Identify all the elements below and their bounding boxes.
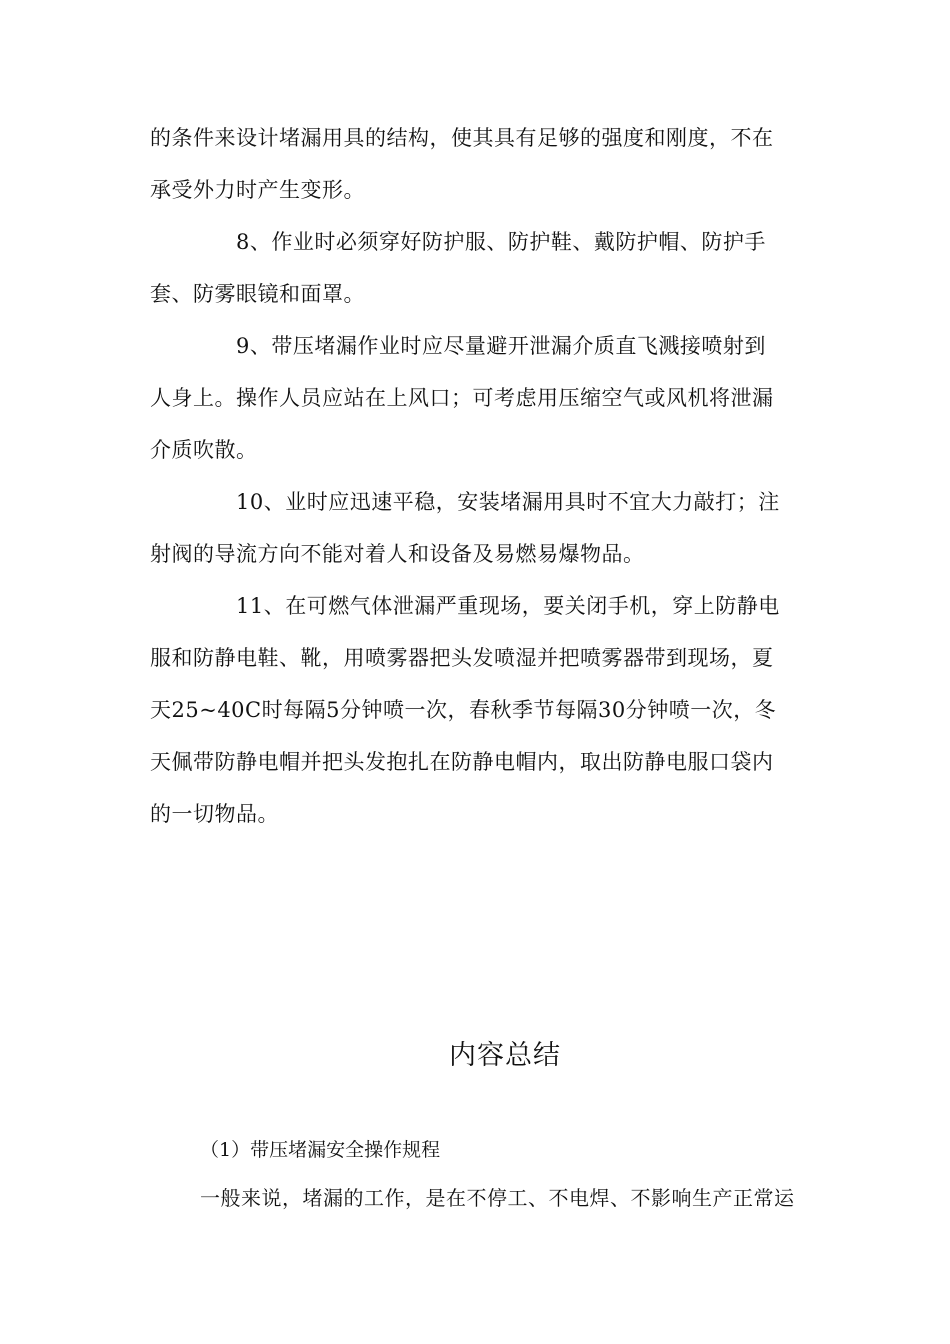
summary-paragraph: 一般来说，堵漏的工作，是在不停工、不电焊、不影响生产正常运 xyxy=(200,1186,795,1210)
body-text xyxy=(150,112,800,840)
text-line: 天佩带防静电帽并把头发抱扎在防静电帽内，取出防静电服口袋内 xyxy=(150,750,774,774)
item-11-line: 11、在可燃气体泄漏严重现场，要关闭手机，穿上防静电 xyxy=(236,594,780,618)
text-line: 天25~40C时每隔5分钟喷一次，春秋季节每隔30分钟喷一次，冬 xyxy=(150,698,777,722)
text-line: 承受外力时产生变形。 xyxy=(150,178,365,202)
text-line: 人身上。操作人员应站在上风口；可考虑用压缩空气或风机将泄漏 xyxy=(150,386,774,410)
text-line: 套、防雾眼镜和面罩。 xyxy=(150,282,365,306)
summary-title: 内容总结 xyxy=(449,1040,561,1071)
text-line: 服和防静电鞋、靴，用喷雾器把头发喷湿并把喷雾器带到现场，夏 xyxy=(150,646,774,670)
item-10-line: 10、业时应迅速平稳，安装堵漏用具时不宜大力敲打；注 xyxy=(236,490,780,514)
item-9-line: 9、带压堵漏作业时应尽量避开泄漏介质直飞溅接喷射到 xyxy=(236,334,766,358)
item-8-line: 8、作业时必须穿好防护服、防护鞋、戴防护帽、防护手 xyxy=(236,230,766,254)
summary-subtitle: （1）带压堵漏安全操作规程 xyxy=(200,1139,441,1161)
text-line: 的条件来设计堵漏用具的结构，使其具有足够的强度和刚度，不在 xyxy=(150,126,774,150)
text-line: 的一切物品。 xyxy=(150,802,279,826)
text-line: 射阀的导流方向不能对着人和设备及易燃易爆物品。 xyxy=(150,542,645,566)
text-line: 介质吹散。 xyxy=(150,438,258,462)
